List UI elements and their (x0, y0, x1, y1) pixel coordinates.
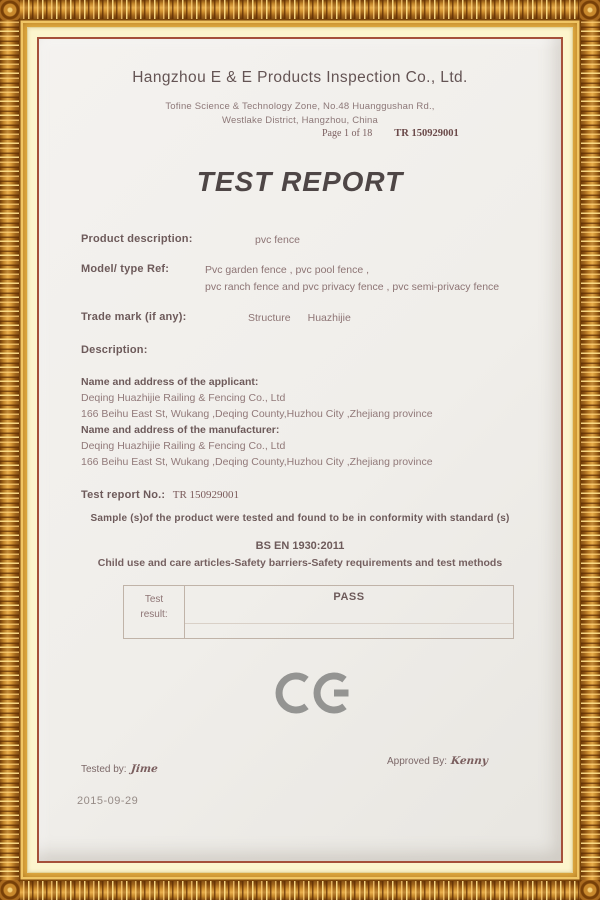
trademark-label: Trade mark (if any): (81, 311, 187, 323)
manufacturer-name: Deqing Huazhijie Railing & Fencing Co., Ltd (81, 440, 286, 452)
tested-by-signature: Jime (129, 763, 158, 775)
approved-by-signature: Kenny (450, 755, 489, 767)
manufacturer-address: 166 Beihu East St, Wukang ,Deqing County,Huzhou City ,Zhejiang province (81, 456, 433, 468)
trademark-word-2: Huazhijie (307, 312, 351, 324)
frame-corner-rosette (580, 0, 600, 20)
model-ref-value-line-2: pvc ranch fence and pvc privacy fence , pvc semi-privacy fence (205, 281, 500, 293)
frame-ornate-top (0, 0, 600, 20)
applicant-address: 166 Beihu East St, Wukang ,Deqing County,Huzhou City ,Zhejiang province (81, 408, 433, 420)
report-number-label: Test report No.: (81, 489, 166, 501)
tested-by-label: Tested by: (81, 764, 127, 775)
test-result-label-cell (124, 586, 185, 638)
test-date: 2015-09-29 (77, 795, 139, 807)
frame-corner-rosette (0, 0, 20, 20)
test-result-label-line-2: result: (140, 609, 168, 620)
manufacturer-heading: Name and address of the manufacturer: (81, 424, 280, 436)
test-result-label-line-1: Test (144, 594, 164, 605)
page-number: Page 1 of 18 (322, 128, 373, 139)
trademark-word-1: Structure (248, 312, 291, 324)
test-result-value: PASS (333, 591, 365, 603)
test-result-value-cell (185, 586, 513, 638)
table-inner-divider (185, 623, 513, 624)
product-description-value: pvc fence (255, 234, 300, 246)
tested-by-row (81, 763, 157, 775)
page-info-row (322, 128, 459, 139)
model-ref-value-line-1: Pvc garden fence , pvc pool fence , (205, 264, 370, 276)
model-ref-label: Model/ type Ref: (81, 263, 170, 275)
test-result-table (123, 585, 514, 639)
description-label: Description: (81, 344, 148, 356)
report-number-value: TR 150929001 (172, 489, 240, 501)
approved-by-label: Approved By: (387, 756, 448, 767)
applicant-heading: Name and address of the applicant: (81, 376, 259, 388)
frame-corner-rosette (580, 880, 600, 900)
company-address-line-2: Westlake District, Hangzhou, China (221, 115, 379, 126)
frame-ornate-right (580, 0, 600, 900)
report-title: TEST REPORT (196, 166, 404, 197)
approved-by-row (387, 755, 488, 767)
company-address-line-1: Tofine Science & Technology Zone, No.48 Huanggushan Rd., (165, 101, 435, 112)
frame-ornate-bottom (0, 880, 600, 900)
report-ref: TR 150929001 (394, 128, 459, 139)
ce-mark-icon (275, 669, 355, 717)
report-number-row (81, 485, 239, 503)
frame-ornate-left (0, 0, 20, 900)
frame-corner-rosette (0, 880, 20, 900)
conformity-statement: Sample (s)of the product were tested and found to be in conformity with standard (s) (90, 513, 510, 524)
standard-number: BS EN 1930:2011 (255, 540, 345, 552)
company-name: Hangzhou E & E Products Inspection Co., Ltd. (132, 69, 468, 86)
trademark-value (248, 312, 351, 324)
product-description-label: Product description: (81, 233, 193, 245)
applicant-name: Deqing Huazhijie Railing & Fencing Co., Ltd (81, 392, 286, 404)
standard-title: Child use and care articles-Safety barriers-Safety requirements and test methods (97, 557, 503, 569)
certificate-paper (39, 39, 561, 861)
